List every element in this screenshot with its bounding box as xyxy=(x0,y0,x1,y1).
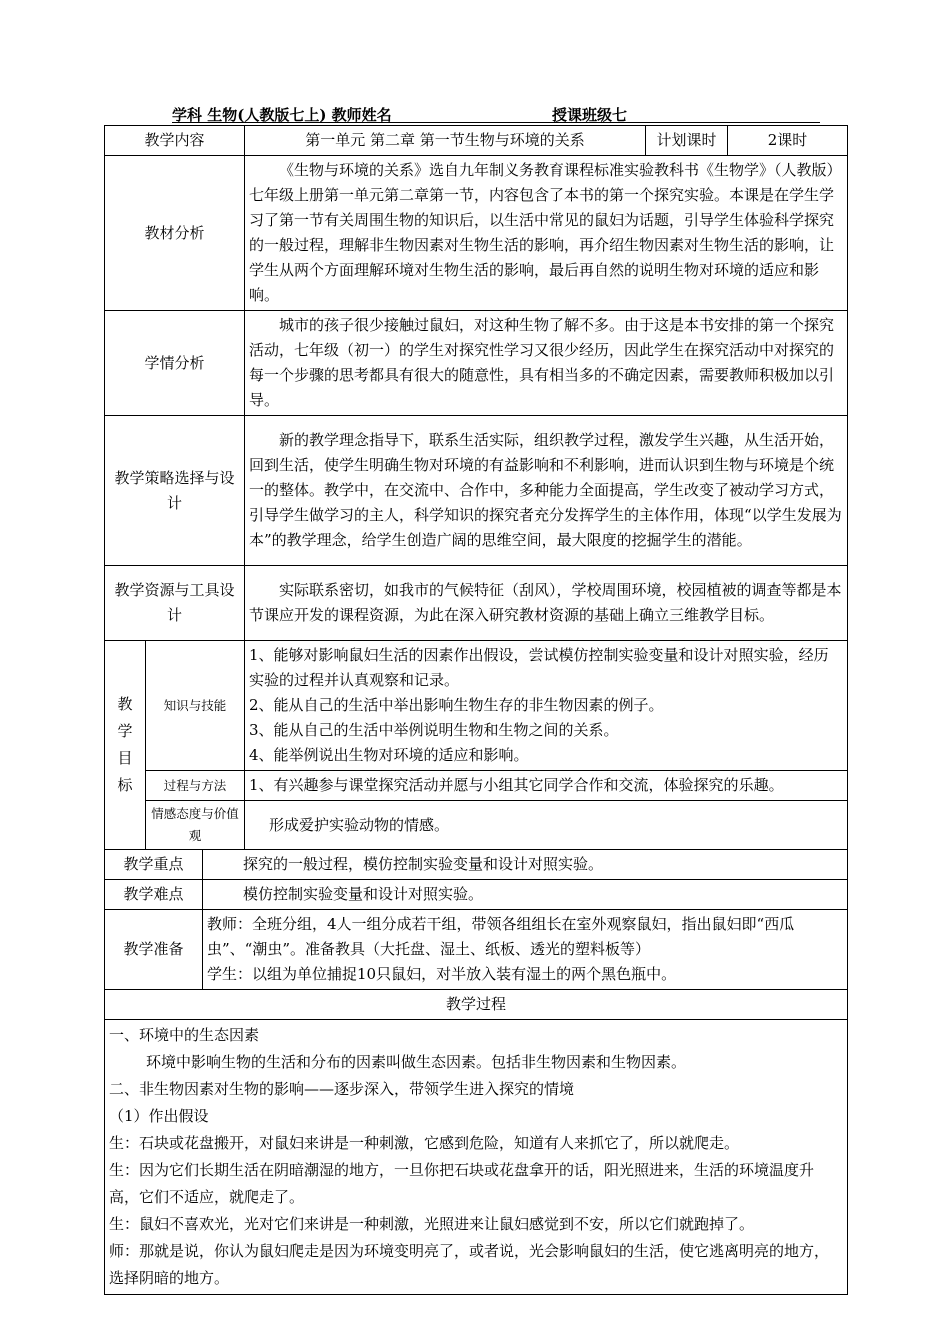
resources-label: 教学资源与工具设计 xyxy=(105,566,245,641)
students-text: 城市的孩子很少接触过鼠妇，对这种生物了解不多。由于这是本书安排的第一个探究活动，七年级（初一）的学生对探究性学习又很少经历，因此学生在探究活动中对探究的每一个步骤的思考都具有很大的随意性，具有相当多的不确定因素，需要教师积极加以引导。 xyxy=(249,316,835,409)
attitude-text: 形成爱护实验动物的情感。 xyxy=(269,815,450,834)
content-value: 第一单元 第二章 第一节生物与环境的关系 xyxy=(245,126,646,156)
students-label: 学情分析 xyxy=(105,311,245,416)
process-method-text: 1、有兴趣参与课堂探究活动并愿与小组其它同学合作和交流，体验探究的乐趣。 xyxy=(245,771,848,801)
row-key-point xyxy=(105,850,848,880)
row-strategy xyxy=(105,416,848,566)
header-subject: 学科 生物(人教版七上) 教师姓名 xyxy=(172,106,392,124)
process-method-label: 过程与方法 xyxy=(146,771,245,801)
row-difficulty xyxy=(105,880,848,910)
knowledge-item: 3、能从自己的生活中举例说明生物和生物之间的关系。 xyxy=(249,721,619,739)
lesson-header xyxy=(172,104,820,122)
row-goal-knowledge xyxy=(105,641,848,771)
process-line: 二、非生物因素对生物的影响——逐步深入，带领学生进入探究的情境 xyxy=(109,1080,575,1098)
process-line: 生：因为它们长期生活在阴暗潮湿的地方，一旦你把石块或花盘拿开的话，阳光照进来，生活的环境温度升高，它们不适应，就爬走了。 xyxy=(109,1161,815,1206)
strategy-text: 新的教学理念指导下，联系生活实际，组织教学过程，激发学生兴趣，从生活开始，回到生活，使学生明确生物对环境的有益影响和不利影响，进而认识到生物与环境是个统一的整体。教学中，在交流中、合作中，多种能力全面提高，学生改变了被动学习方式，引导学生做学习的主人，科学知识的探究者充分发挥学生的主体作用，体现“以学生发展为本”的教学理念，给学生创造广阔的思维空间，最大限度的挖掘学生的潜能。 xyxy=(249,431,842,549)
hours-label: 计划课时 xyxy=(646,126,728,156)
row-process-body xyxy=(105,1020,848,1295)
process-line: （1）作出假设 xyxy=(109,1107,209,1125)
row-process-title xyxy=(105,990,848,1020)
process-line: 生：鼠妇不喜欢光，光对它们来讲是一种刺激，光照进来让鼠妇感觉到不安，所以它们就跑掉了。 xyxy=(109,1215,755,1233)
preparation-label: 教学准备 xyxy=(105,910,203,990)
strategy-label: 教学策略选择与设计 xyxy=(105,416,245,566)
content-label: 教学内容 xyxy=(105,126,245,156)
preparation-teacher: 教师：全班分组，4人一组分成若干组，带领各组组长在室外观察鼠妇，指出鼠妇即“西瓜虫”、“潮虫”。准备教具（大托盘、湿土、纸板、透光的塑料板等） xyxy=(207,915,795,958)
header-class: 授课班级七 xyxy=(552,106,628,124)
preparation-student: 学生：以组为单位捕捉10只鼠妇，对半放入装有湿土的两个黑色瓶中。 xyxy=(207,965,677,983)
row-material xyxy=(105,156,848,311)
knowledge-label: 知识与技能 xyxy=(146,641,245,771)
header-underline xyxy=(172,122,820,123)
attitude-label: 情感态度与价值观 xyxy=(146,801,245,850)
material-text: 《生物与环境的关系》选自九年制义务教育课程标准实验教科书《生物学》（人教版）七年级上册第一单元第二章第一节，内容包含了本书的第一个探究实验。本课是在学生学习了第一节有关周围生物的知识后，以生活中常见的鼠妇为话题，引导学生体验科学探究的一般过程，理解非生物因素对生物生活的影响，再介绍生物因素对生物生活的影响，让学生从两个方面理解环境对生物生活的影响，最后再自然的说明生物对环境的适应和影响。 xyxy=(249,161,842,304)
row-preparation xyxy=(105,910,848,990)
knowledge-items xyxy=(245,641,848,771)
resources-text: 实际联系密切，如我市的气候特征（刮风），学校周围环境，校园植被的调查等都是本节课应开发的课程资源，为此在深入研究教材资源的基础上确立三维教学目标。 xyxy=(249,581,842,624)
difficulty-label: 教学难点 xyxy=(105,880,203,910)
difficulty-text: 模仿控制实验变量和设计对照实验。 xyxy=(243,885,484,903)
process-body xyxy=(105,1020,848,1295)
goals-label xyxy=(105,641,146,850)
knowledge-item: 2、能从自己的生活中举出影响生物生存的非生物因素的例子。 xyxy=(249,696,664,714)
knowledge-item: 4、能举例说出生物对环境的适应和影响。 xyxy=(249,746,529,764)
hours-value: 2课时 xyxy=(728,126,848,156)
key-point-text: 探究的一般过程，模仿控制实验变量和设计对照实验。 xyxy=(243,855,604,873)
knowledge-item: 1、能够对影响鼠妇生活的因素作出假设，尝试模仿控制实验变量和设计对照实验，经历实验的过程并认真观察和记录。 xyxy=(249,646,829,689)
lesson-plan-table xyxy=(104,125,848,1295)
row-students xyxy=(105,311,848,416)
process-title: 教学过程 xyxy=(105,990,848,1020)
row-goal-attitude xyxy=(105,801,848,850)
material-label: 教材分析 xyxy=(105,156,245,311)
key-point-label: 教学重点 xyxy=(105,850,203,880)
process-line: 一、环境中的生态因素 xyxy=(109,1026,260,1044)
process-line: 环境中影响生物的生活和分布的因素叫做生态因素。包括非生物因素和生物因素。 xyxy=(146,1053,687,1071)
goals-label-text: 教学目标 xyxy=(117,695,133,794)
process-line: 生：石块或花盘搬开，对鼠妇来讲是一种刺激，它感到危险，知道有人来抓它了，所以就爬走。 xyxy=(109,1134,740,1152)
row-resources xyxy=(105,566,848,641)
row-goal-process xyxy=(105,771,848,801)
process-line: 师：那就是说，你认为鼠妇爬走是因为环境变明亮了，或者说，光会影响鼠妇的生活，使它逃离明亮的地方，选择阴暗的地方。 xyxy=(109,1242,830,1287)
row-content xyxy=(105,126,848,156)
